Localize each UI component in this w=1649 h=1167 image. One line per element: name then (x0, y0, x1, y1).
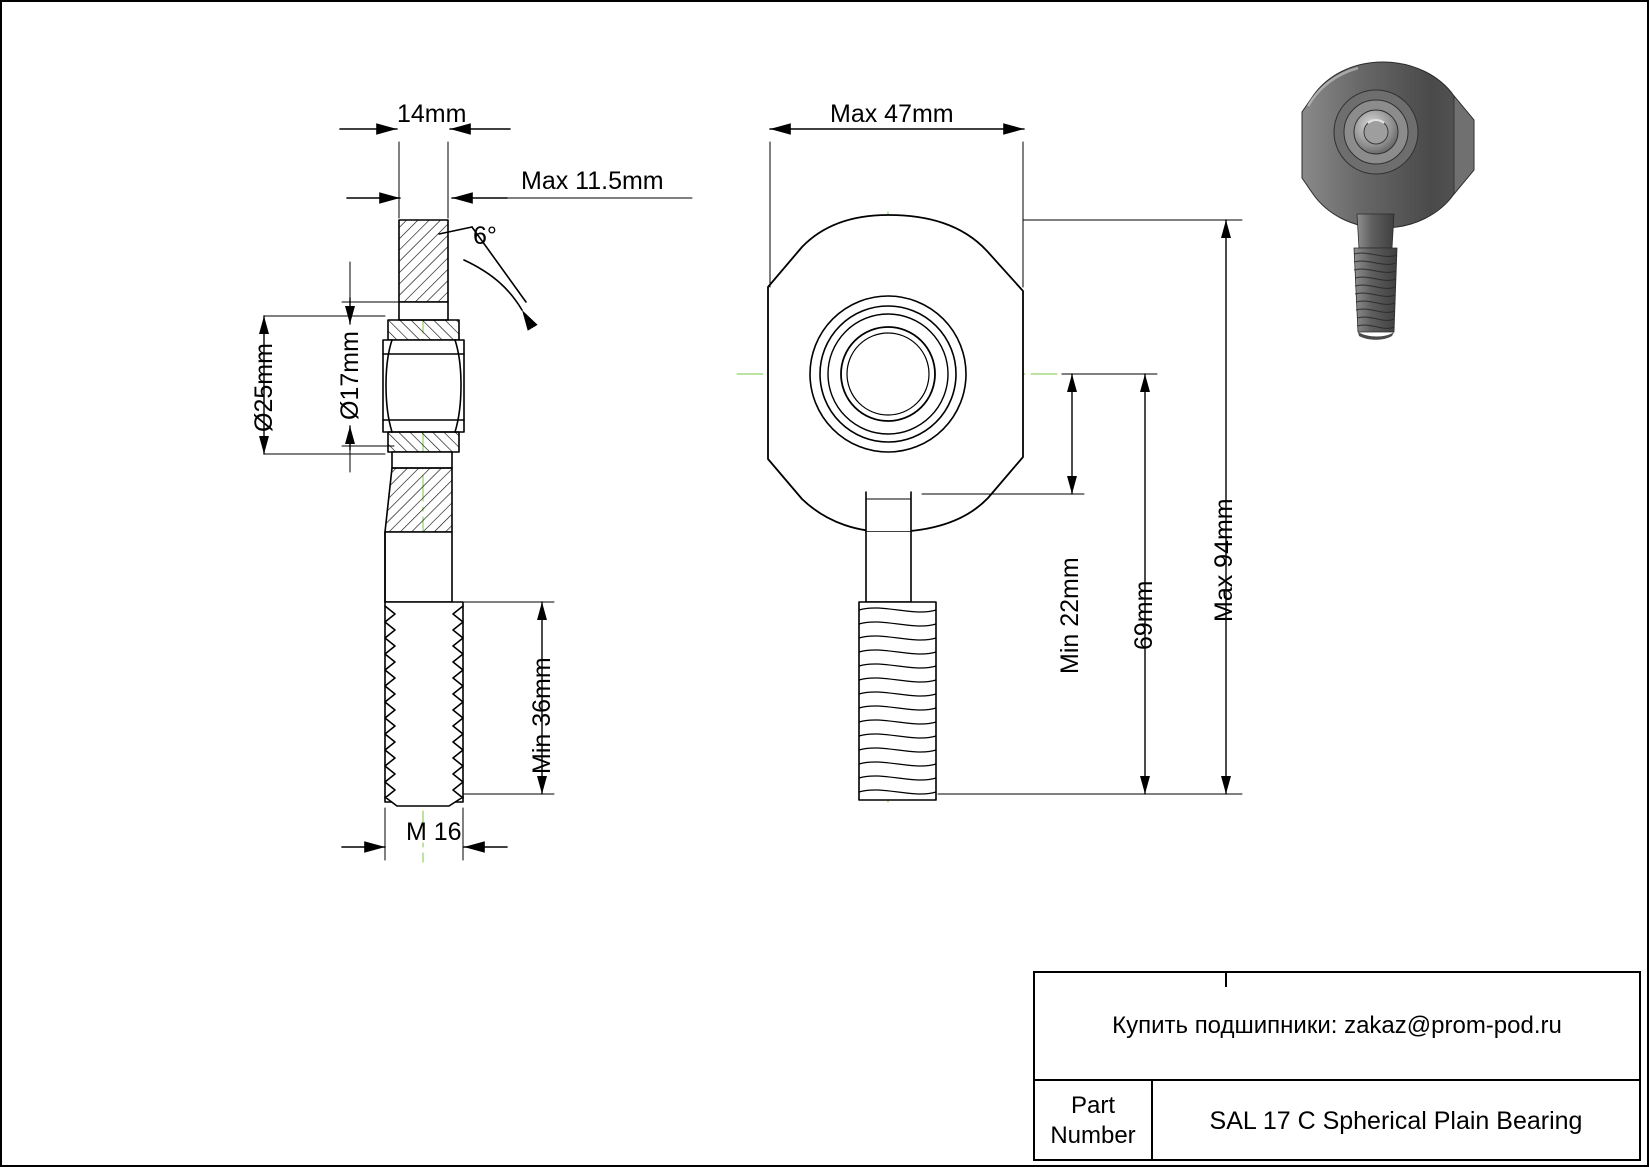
title-block-tick (1225, 973, 1227, 987)
dim-width-14: 14mm (397, 100, 467, 128)
dim-min-22: Min 22mm (1056, 557, 1084, 674)
dim-outer-dia: Ø25mm (250, 343, 278, 432)
3d-render-group (1302, 62, 1474, 340)
part-number-label-line2: Number (1050, 1122, 1136, 1149)
part-number-value: SAL 17 C Spherical Plain Bearing (1209, 1106, 1583, 1135)
dim-thread-size: M 16 (406, 818, 462, 846)
dim-max-width-47: Max 47mm (830, 100, 954, 128)
title-block-contact-row (1035, 973, 1639, 1081)
dim-max-thickness: Max 11.5mm (521, 167, 664, 195)
part-number-label-line1: Part (1070, 1092, 1115, 1119)
title-block (1033, 971, 1641, 1161)
dim-bore-dia: Ø17mm (336, 331, 364, 420)
dim-len-69: 69mm (1130, 580, 1158, 650)
title-block-part-row (1035, 1081, 1639, 1161)
dim-angle: 6° (473, 222, 497, 250)
part-number-label (1035, 1081, 1153, 1161)
contact-email-text: Купить подшипники: zakaz@prom-pod.ru (1112, 1012, 1562, 1039)
dim-thread-min-length: Min 36mm (528, 657, 556, 774)
dim-max-94: Max 94mm (1210, 498, 1238, 622)
